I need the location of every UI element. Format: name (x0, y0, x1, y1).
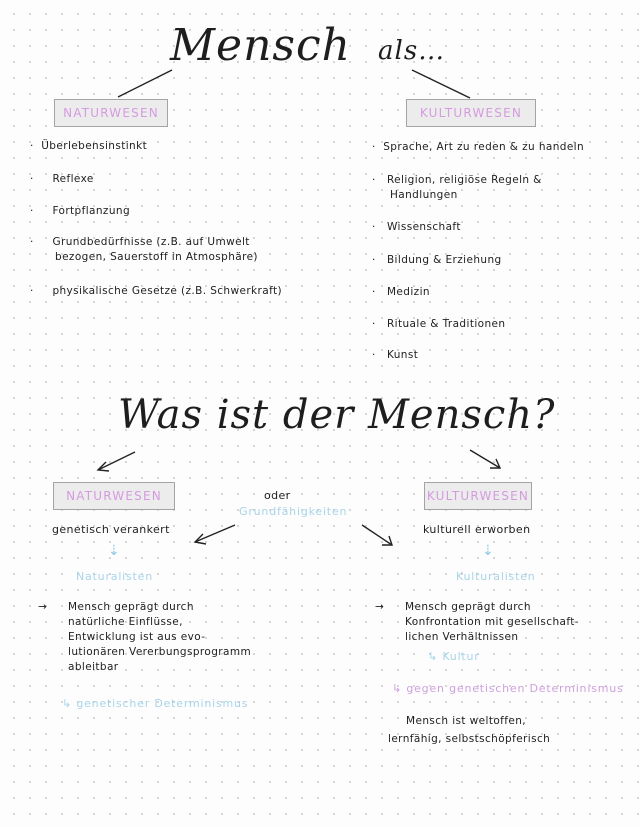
kulturalisten-label: Kulturalisten (456, 570, 536, 583)
bullet-dot-icon: · (372, 174, 387, 186)
lower-left-note: ↳ genetischer Determinismus (62, 697, 249, 710)
arrow-right-icon: → (375, 601, 385, 613)
list-item: · Grundbedürfnisse (z.B. auf Umwelt (30, 236, 250, 248)
kulturwesen-box: KULTURWESEN (406, 99, 536, 127)
bullet-dot-icon: · (30, 173, 53, 185)
list-item-continuation: bezogen, Sauerstoff in Atmosphäre) (55, 251, 258, 263)
list-item: · physikalische Gesetze (z.B. Schwerkraft) (30, 285, 283, 297)
question-heading: Was ist der Mensch? (118, 392, 556, 438)
list-item: · Religion, religiöse Regeln & (372, 174, 542, 186)
list-item: · Wissenschaft (372, 221, 461, 233)
bullet-dot-icon: · (372, 318, 387, 330)
list-item: · Bildung & Erziehung (372, 254, 502, 266)
lower-left-label: genetisch verankert (52, 523, 170, 536)
kulturwesen-box-lower: KULTURWESEN (424, 482, 532, 510)
naturwesen-box-lower: NATURWESEN (53, 482, 175, 510)
return-arrow-icon: ↳ (428, 650, 443, 663)
bullet-dot-icon: · (30, 140, 42, 152)
lower-right-text2-line2: lernfähig, selbstschöpferisch (388, 733, 551, 745)
arrow-down-icon: ⇣ (482, 543, 494, 559)
middle-label: oder (264, 489, 291, 502)
bullet-dot-icon: · (372, 221, 387, 233)
list-item: · Reflexe (30, 173, 94, 185)
middle-colored-label: Grundfähigkeiten (239, 505, 348, 518)
list-item: · Überlebensinstinkt (30, 140, 148, 152)
bullet-dot-icon: · (30, 285, 53, 297)
list-item: · Fortpflanzung (30, 205, 131, 217)
return-arrow-icon: ↳ (62, 697, 77, 710)
page-title: Mensch (170, 20, 351, 71)
arrow-right-icon: → (38, 601, 48, 613)
list-item: · Kunst (372, 349, 419, 361)
bullet-dot-icon: · (372, 286, 387, 298)
bullet-dot-icon: · (372, 254, 387, 266)
bullet-dot-icon: · (30, 205, 53, 217)
list-item: · Rituale & Traditionen (372, 318, 506, 330)
lower-right-text2-line1: Mensch ist weltoffen, (406, 715, 527, 727)
arrow-down-icon: ⇣ (108, 543, 120, 559)
list-item: · Medizin (372, 286, 430, 298)
return-arrow-icon: ↳ (392, 682, 407, 695)
bullet-dot-icon: · (30, 236, 53, 248)
naturalisten-label: Naturalisten (76, 570, 154, 583)
list-item-continuation: Handlungen (390, 189, 458, 201)
list-item: · Sprache, Art zu reden & zu handeln (372, 141, 585, 153)
lower-right-note: ↳ gegen genetischen Determinismus (392, 682, 624, 695)
naturwesen-box: NATURWESEN (54, 99, 168, 127)
bullet-dot-icon: · (372, 349, 387, 361)
lower-right-label: kulturell erworben (423, 523, 531, 536)
kultur-sub-note: ↳ Kultur (428, 650, 480, 663)
title-suffix: als… (378, 36, 446, 66)
bullet-dot-icon: · (372, 141, 384, 153)
